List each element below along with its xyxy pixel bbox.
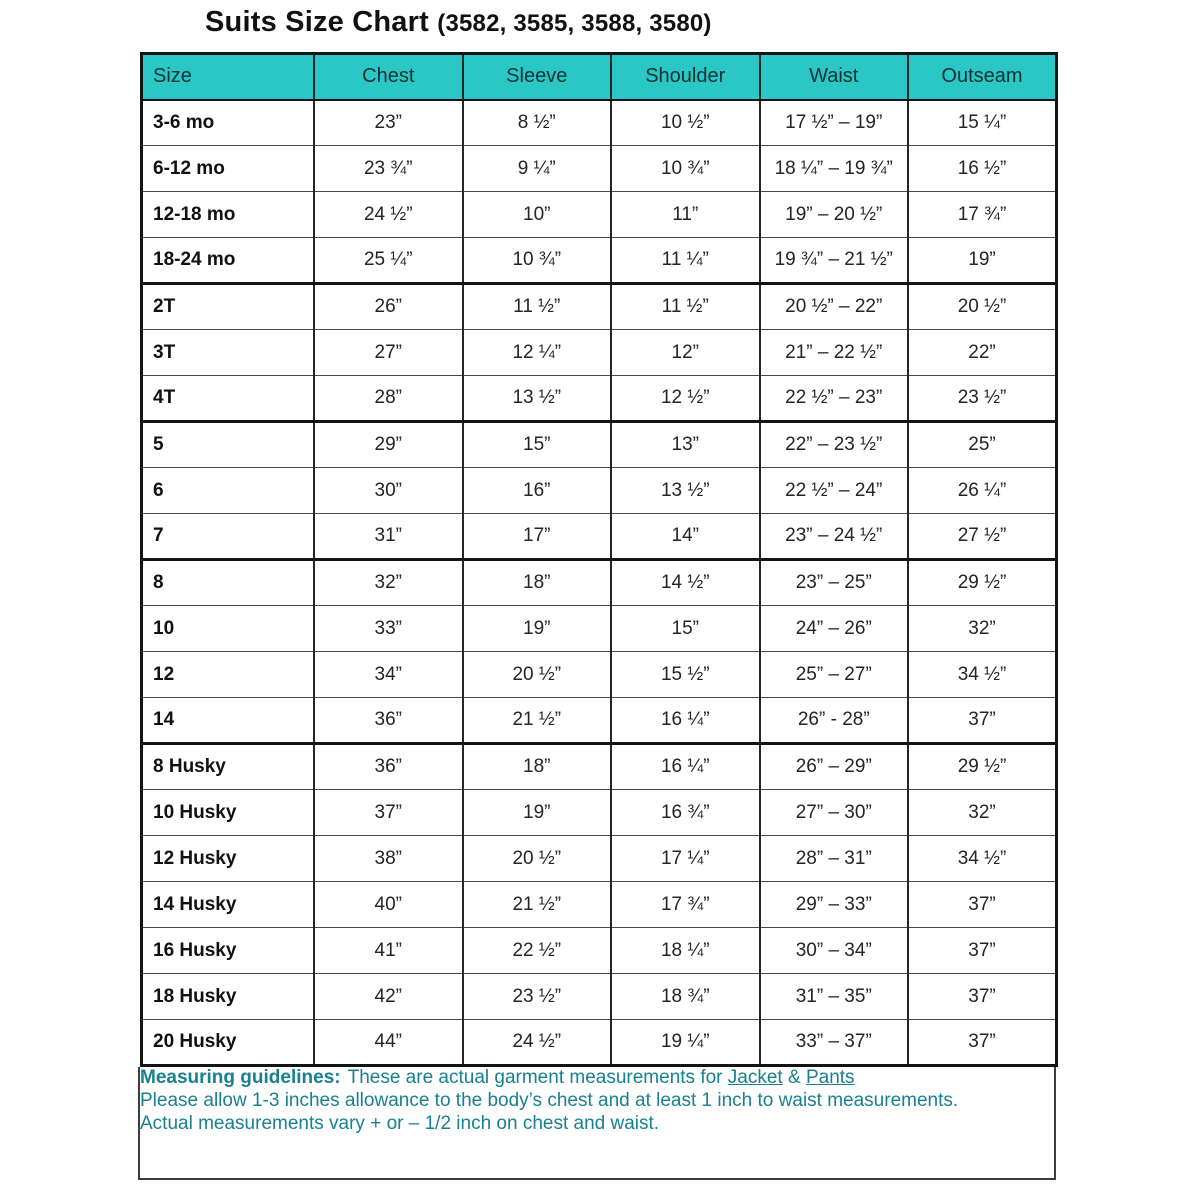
cell-chest: 24 ½”	[314, 192, 463, 238]
cell-shoulder: 10 ¾”	[611, 146, 760, 192]
table-row	[142, 468, 1057, 514]
cell-chest: 30”	[314, 468, 463, 514]
table-row	[142, 928, 1057, 974]
cell-outseam: 20 ½”	[908, 284, 1057, 330]
table-row	[142, 376, 1057, 422]
cell-sleeve: 13 ½”	[463, 376, 612, 422]
cell-chest: 34”	[314, 652, 463, 698]
cell-waist: 23” – 25”	[760, 560, 909, 606]
cell-waist: 22 ½” – 24”	[760, 468, 909, 514]
cell-waist: 25” – 27”	[760, 652, 909, 698]
cell-chest: 37”	[314, 790, 463, 836]
cell-sleeve: 12 ¼”	[463, 330, 612, 376]
cell-chest: 40”	[314, 882, 463, 928]
row-size-label: 3T	[142, 330, 315, 376]
row-size-label: 4T	[142, 376, 315, 422]
cell-outseam: 37”	[908, 928, 1057, 974]
cell-waist: 20 ½” – 22”	[760, 284, 909, 330]
cell-waist: 31” – 35”	[760, 974, 909, 1020]
cell-chest: 42”	[314, 974, 463, 1020]
table-row	[142, 192, 1057, 238]
cell-outseam: 32”	[908, 790, 1057, 836]
cell-waist: 17 ½” – 19”	[760, 100, 909, 146]
cell-outseam: 23 ½”	[908, 376, 1057, 422]
cell-waist: 26” - 28”	[760, 698, 909, 744]
cell-chest: 31”	[314, 514, 463, 560]
column-header-chest: Chest	[314, 54, 463, 100]
title-style-codes: (3582, 3585, 3588, 3580)	[437, 10, 712, 37]
header-row	[142, 54, 1057, 100]
cell-sleeve: 15”	[463, 422, 612, 468]
cell-sleeve: 19”	[463, 606, 612, 652]
cell-shoulder: 15”	[611, 606, 760, 652]
column-header-sleeve: Sleeve	[463, 54, 612, 100]
row-size-label: 18-24 mo	[142, 238, 315, 284]
cell-sleeve: 24 ½”	[463, 1020, 612, 1066]
cell-chest: 33”	[314, 606, 463, 652]
cell-outseam: 29 ½”	[908, 560, 1057, 606]
measuring-guidelines-box	[138, 1067, 1056, 1180]
cell-sleeve: 21 ½”	[463, 882, 612, 928]
cell-sleeve: 10 ¾”	[463, 238, 612, 284]
cell-shoulder: 18 ¾”	[611, 974, 760, 1020]
cell-waist: 27” – 30”	[760, 790, 909, 836]
column-header-waist: Waist	[760, 54, 909, 100]
table-header	[142, 54, 1057, 100]
row-size-label: 8	[142, 560, 315, 606]
cell-sleeve: 18”	[463, 744, 612, 790]
cell-waist: 26” – 29”	[760, 744, 909, 790]
cell-sleeve: 10”	[463, 192, 612, 238]
column-header-size: Size	[142, 54, 315, 100]
cell-shoulder: 17 ¼”	[611, 836, 760, 882]
cell-sleeve: 9 ¼”	[463, 146, 612, 192]
cell-shoulder: 13”	[611, 422, 760, 468]
cell-chest: 41”	[314, 928, 463, 974]
row-size-label: 5	[142, 422, 315, 468]
table-row	[142, 974, 1057, 1020]
cell-shoulder: 12 ½”	[611, 376, 760, 422]
cell-shoulder: 12”	[611, 330, 760, 376]
cell-outseam: 17 ¾”	[908, 192, 1057, 238]
cell-shoulder: 11 ¼”	[611, 238, 760, 284]
cell-outseam: 32”	[908, 606, 1057, 652]
table-row	[142, 606, 1057, 652]
row-size-label: 12-18 mo	[142, 192, 315, 238]
cell-shoulder: 16 ¼”	[611, 744, 760, 790]
cell-sleeve: 11 ½”	[463, 284, 612, 330]
row-size-label: 12	[142, 652, 315, 698]
cell-outseam: 22”	[908, 330, 1057, 376]
guidelines-line3: Actual measurements vary + or – 1/2 inch on chest and waist.	[140, 1112, 660, 1134]
cell-chest: 38”	[314, 836, 463, 882]
guidelines-heading: Measuring guidelines:	[140, 1067, 341, 1088]
cell-sleeve: 17”	[463, 514, 612, 560]
row-size-label: 6-12 mo	[142, 146, 315, 192]
guidelines-intro: These are actual garment measurements for	[347, 1067, 723, 1088]
cell-shoulder: 16 ¼”	[611, 698, 760, 744]
cell-shoulder: 19 ¼”	[611, 1020, 760, 1066]
cell-shoulder: 18 ¼”	[611, 928, 760, 974]
cell-outseam: 15 ¼”	[908, 100, 1057, 146]
table-row	[142, 514, 1057, 560]
row-size-label: 18 Husky	[142, 974, 315, 1020]
cell-shoulder: 13 ½”	[611, 468, 760, 514]
table-row	[142, 330, 1057, 376]
cell-outseam: 16 ½”	[908, 146, 1057, 192]
column-header-outseam: Outseam	[908, 54, 1057, 100]
cell-sleeve: 21 ½”	[463, 698, 612, 744]
cell-waist: 29” – 33”	[760, 882, 909, 928]
guidelines-line2: Please allow 1-3 inches allowance to the body’s chest and at least 1 inch to waist measurements.	[140, 1089, 959, 1111]
cell-shoulder: 15 ½”	[611, 652, 760, 698]
cell-waist: 30” – 34”	[760, 928, 909, 974]
cell-waist: 22” – 23 ½”	[760, 422, 909, 468]
title-main: Suits Size Chart	[205, 6, 429, 38]
column-header-shoulder: Shoulder	[611, 54, 760, 100]
cell-shoulder: 14”	[611, 514, 760, 560]
table-row	[142, 744, 1057, 790]
guidelines-joiner: &	[787, 1067, 801, 1088]
table-row	[142, 790, 1057, 836]
cell-shoulder: 14 ½”	[611, 560, 760, 606]
table-row	[142, 698, 1057, 744]
cell-waist: 18 ¼” – 19 ¾”	[760, 146, 909, 192]
guidelines-line1	[140, 1067, 1054, 1090]
cell-sleeve: 22 ½”	[463, 928, 612, 974]
cell-waist: 21” – 22 ½”	[760, 330, 909, 376]
row-size-label: 2T	[142, 284, 315, 330]
cell-sleeve: 19”	[463, 790, 612, 836]
table-row	[142, 652, 1057, 698]
row-size-label: 7	[142, 514, 315, 560]
cell-outseam: 25”	[908, 422, 1057, 468]
row-size-label: 6	[142, 468, 315, 514]
cell-shoulder: 10 ½”	[611, 100, 760, 146]
cell-shoulder: 11 ½”	[611, 284, 760, 330]
pants-link[interactable]: Pants	[805, 1067, 855, 1088]
row-size-label: 3-6 mo	[142, 100, 315, 146]
cell-outseam: 37”	[908, 882, 1057, 928]
row-size-label: 14 Husky	[142, 882, 315, 928]
cell-shoulder: 16 ¾”	[611, 790, 760, 836]
cell-outseam: 34 ½”	[908, 652, 1057, 698]
cell-shoulder: 11”	[611, 192, 760, 238]
table-row	[142, 422, 1057, 468]
cell-sleeve: 20 ½”	[463, 652, 612, 698]
cell-sleeve: 23 ½”	[463, 974, 612, 1020]
table-row	[142, 100, 1057, 146]
page-title	[205, 6, 712, 39]
cell-outseam: 37”	[908, 974, 1057, 1020]
jacket-link[interactable]: Jacket	[727, 1067, 783, 1088]
cell-chest: 32”	[314, 560, 463, 606]
cell-chest: 23 ¾”	[314, 146, 463, 192]
row-size-label: 10	[142, 606, 315, 652]
cell-sleeve: 18”	[463, 560, 612, 606]
table-row	[142, 882, 1057, 928]
cell-chest: 23”	[314, 100, 463, 146]
cell-chest: 29”	[314, 422, 463, 468]
table-row	[142, 284, 1057, 330]
cell-waist: 28” – 31”	[760, 836, 909, 882]
row-size-label: 16 Husky	[142, 928, 315, 974]
cell-waist: 22 ½” – 23”	[760, 376, 909, 422]
cell-outseam: 27 ½”	[908, 514, 1057, 560]
row-size-label: 20 Husky	[142, 1020, 315, 1066]
table-row	[142, 238, 1057, 284]
table-body	[142, 100, 1057, 1066]
cell-chest: 44”	[314, 1020, 463, 1066]
row-size-label: 10 Husky	[142, 790, 315, 836]
cell-waist: 23” – 24 ½”	[760, 514, 909, 560]
cell-outseam: 26 ¼”	[908, 468, 1057, 514]
cell-sleeve: 20 ½”	[463, 836, 612, 882]
cell-chest: 26”	[314, 284, 463, 330]
cell-chest: 28”	[314, 376, 463, 422]
table-row	[142, 836, 1057, 882]
table-row	[142, 146, 1057, 192]
table-row	[142, 1020, 1057, 1066]
cell-sleeve: 16”	[463, 468, 612, 514]
row-size-label: 12 Husky	[142, 836, 315, 882]
cell-chest: 27”	[314, 330, 463, 376]
size-chart-table	[140, 52, 1058, 1067]
cell-outseam: 29 ½”	[908, 744, 1057, 790]
cell-sleeve: 8 ½”	[463, 100, 612, 146]
cell-waist: 19” – 20 ½”	[760, 192, 909, 238]
cell-chest: 25 ¼”	[314, 238, 463, 284]
table-row	[142, 560, 1057, 606]
cell-outseam: 37”	[908, 698, 1057, 744]
row-size-label: 8 Husky	[142, 744, 315, 790]
cell-waist: 19 ¾” – 21 ½”	[760, 238, 909, 284]
cell-chest: 36”	[314, 698, 463, 744]
cell-waist: 24” – 26”	[760, 606, 909, 652]
cell-outseam: 34 ½”	[908, 836, 1057, 882]
cell-outseam: 37”	[908, 1020, 1057, 1066]
cell-waist: 33” – 37”	[760, 1020, 909, 1066]
cell-outseam: 19”	[908, 238, 1057, 284]
cell-chest: 36”	[314, 744, 463, 790]
cell-shoulder: 17 ¾”	[611, 882, 760, 928]
row-size-label: 14	[142, 698, 315, 744]
